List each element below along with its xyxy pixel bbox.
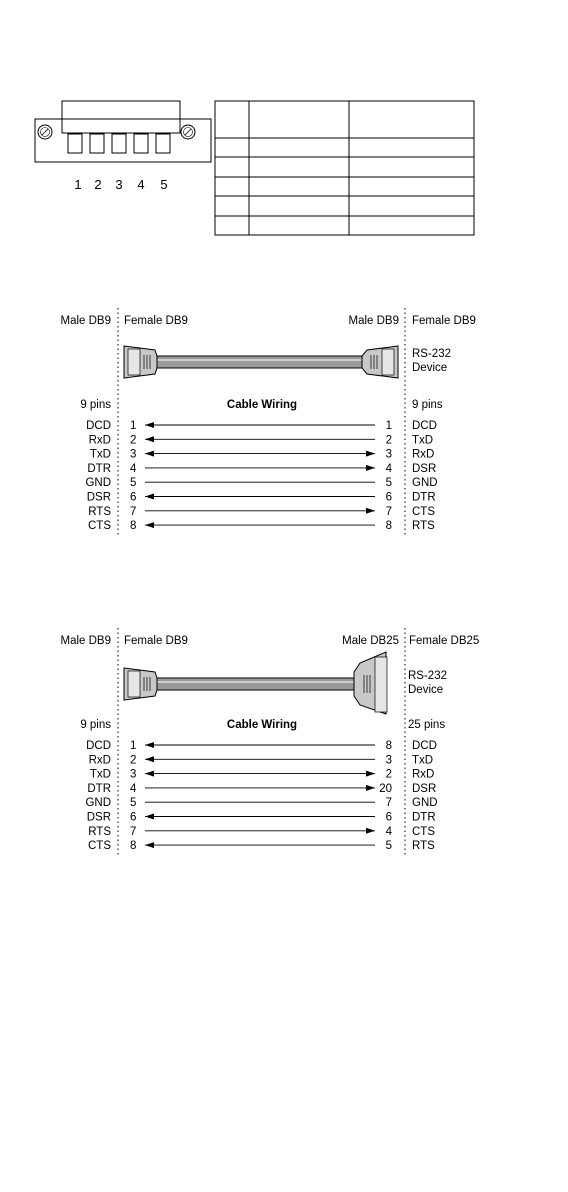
left-pin: 8 bbox=[130, 840, 137, 853]
left-signal: CTS bbox=[88, 520, 111, 533]
left-signal: DSR bbox=[86, 491, 111, 504]
wiring-rows bbox=[85, 740, 437, 852]
right-connector-label: Male DB25 bbox=[342, 635, 399, 647]
device-label-line1: RS-232 bbox=[412, 348, 451, 360]
pin-number: 1 bbox=[74, 177, 82, 192]
right-signal: DSR bbox=[412, 462, 437, 475]
left-signal: DTR bbox=[87, 782, 111, 795]
wiring-row bbox=[86, 740, 437, 752]
left-signal: RxD bbox=[88, 754, 111, 767]
right-pin: 4 bbox=[385, 462, 392, 475]
arrow-head bbox=[145, 814, 154, 820]
screw-right-icon bbox=[181, 125, 195, 139]
right-signal: TxD bbox=[412, 754, 434, 767]
wiring-row bbox=[90, 449, 434, 461]
right-pin: 3 bbox=[385, 754, 392, 767]
right-pin: 8 bbox=[385, 740, 392, 752]
left-mate-label: Female DB9 bbox=[124, 315, 188, 327]
right-signal: CTS bbox=[412, 505, 435, 518]
arrow-head bbox=[366, 828, 375, 834]
left-signal: DCD bbox=[86, 740, 111, 752]
arrow-head bbox=[145, 522, 154, 528]
left-pin: 3 bbox=[130, 448, 137, 461]
right-mate-label: Female DB25 bbox=[409, 635, 480, 647]
left-signal: GND bbox=[85, 477, 111, 490]
right-signal: DCD bbox=[412, 420, 437, 432]
device-label-line1: RS-232 bbox=[408, 670, 447, 682]
right-pin: 3 bbox=[385, 448, 392, 461]
db25-cable-icon bbox=[124, 652, 387, 714]
wiring-row bbox=[88, 840, 435, 852]
wiring-row bbox=[87, 783, 436, 795]
left-pin: 7 bbox=[130, 825, 137, 838]
pin-assignment-table bbox=[215, 101, 474, 235]
wiring-row bbox=[88, 826, 435, 838]
right-signal: GND bbox=[412, 477, 438, 490]
right-signal: RxD bbox=[412, 768, 435, 781]
wiring-row bbox=[89, 434, 433, 446]
arrow-head bbox=[145, 771, 154, 777]
left-pin-count: 9 pins bbox=[80, 399, 111, 411]
wiring-row bbox=[87, 463, 436, 475]
left-pin: 4 bbox=[130, 462, 137, 475]
wiring-row bbox=[87, 492, 436, 504]
left-signal: RxD bbox=[88, 434, 111, 447]
arrow-head bbox=[145, 422, 154, 428]
db9-to-db25-diagram bbox=[61, 628, 480, 855]
left-pin: 1 bbox=[130, 740, 137, 752]
pin-number: 3 bbox=[115, 177, 123, 192]
cable-wiring-title: Cable Wiring bbox=[226, 399, 298, 411]
wiring-row bbox=[85, 477, 437, 489]
left-pin: 5 bbox=[130, 797, 137, 810]
arrow-head bbox=[366, 771, 375, 777]
right-signal: TxD bbox=[412, 434, 434, 447]
right-signal: GND bbox=[412, 797, 438, 810]
left-pin: 1 bbox=[130, 420, 137, 432]
arrow-head bbox=[366, 508, 375, 514]
wiring-row bbox=[90, 769, 434, 781]
left-connector-label: Male DB9 bbox=[60, 315, 111, 327]
left-pin: 2 bbox=[130, 754, 137, 767]
terminal-block-connector bbox=[35, 101, 211, 192]
arrow-head bbox=[145, 742, 154, 748]
left-signal: RTS bbox=[88, 825, 111, 838]
left-signal: DCD bbox=[86, 420, 111, 432]
left-signal: CTS bbox=[88, 840, 111, 853]
device-label-line2: Device bbox=[408, 684, 444, 696]
left-pin: 4 bbox=[130, 782, 137, 795]
left-pin: 8 bbox=[130, 520, 137, 533]
right-signal: RxD bbox=[412, 448, 435, 461]
right-mate-label: Female DB9 bbox=[412, 315, 476, 327]
left-signal: TxD bbox=[89, 768, 111, 781]
right-pin: 20 bbox=[379, 782, 392, 795]
pin-number: 4 bbox=[137, 177, 145, 192]
wiring-row bbox=[89, 754, 433, 766]
right-signal: DTR bbox=[412, 811, 436, 824]
arrow-head bbox=[366, 451, 375, 457]
arrow-head bbox=[366, 785, 375, 791]
right-pin: 6 bbox=[385, 491, 392, 504]
terminal-pin-sockets bbox=[68, 134, 170, 153]
right-pin: 8 bbox=[385, 520, 392, 533]
arrow-head bbox=[145, 756, 154, 762]
wiring-row bbox=[85, 797, 437, 809]
left-signal: TxD bbox=[89, 448, 111, 461]
right-pin: 5 bbox=[385, 477, 392, 490]
right-pin: 1 bbox=[385, 420, 392, 432]
left-signal: RTS bbox=[88, 505, 111, 518]
arrow-head bbox=[145, 451, 154, 457]
arrow-head bbox=[366, 465, 375, 471]
db9-to-db9-diagram bbox=[61, 308, 476, 535]
right-signal: RTS bbox=[412, 520, 435, 533]
right-connector-label: Male DB9 bbox=[348, 315, 399, 327]
cable-wiring-title: Cable Wiring bbox=[226, 719, 298, 731]
right-pin: 6 bbox=[385, 811, 392, 824]
wiring-row bbox=[88, 506, 435, 518]
left-signal: GND bbox=[85, 797, 111, 810]
left-signal: DSR bbox=[86, 811, 111, 824]
left-pin: 7 bbox=[130, 505, 137, 518]
right-pin: 7 bbox=[385, 797, 392, 810]
right-pin-count: 25 pins bbox=[408, 719, 446, 731]
left-signal: DTR bbox=[87, 462, 111, 475]
arrow-head bbox=[145, 494, 154, 500]
wiring-rows bbox=[85, 420, 437, 532]
right-pin: 5 bbox=[385, 840, 392, 853]
left-connector-label: Male DB9 bbox=[60, 635, 111, 647]
left-pin: 6 bbox=[130, 811, 137, 824]
right-pin: 4 bbox=[385, 825, 392, 838]
left-pin: 2 bbox=[130, 434, 137, 447]
wiring-row bbox=[86, 420, 437, 432]
arrow-head bbox=[145, 436, 154, 442]
pin-number: 2 bbox=[94, 177, 102, 192]
right-signal: CTS bbox=[412, 825, 435, 838]
right-pin: 7 bbox=[385, 505, 392, 518]
screw-left-icon bbox=[38, 125, 52, 139]
device-label-line2: Device bbox=[412, 362, 448, 374]
wiring-row bbox=[87, 812, 436, 824]
right-signal: DSR bbox=[412, 782, 437, 795]
db9-cable-icon bbox=[124, 346, 398, 378]
right-pin-count: 9 pins bbox=[412, 399, 443, 411]
right-signal: DCD bbox=[412, 740, 437, 752]
left-pin: 6 bbox=[130, 491, 137, 504]
left-pin: 5 bbox=[130, 477, 137, 490]
pin-number: 5 bbox=[160, 177, 168, 192]
right-pin: 2 bbox=[385, 768, 392, 781]
right-pin: 2 bbox=[385, 434, 392, 447]
right-signal: RTS bbox=[412, 840, 435, 853]
left-pin: 3 bbox=[130, 768, 137, 781]
left-mate-label: Female DB9 bbox=[124, 635, 188, 647]
wiring-row bbox=[88, 520, 435, 532]
arrow-head bbox=[145, 842, 154, 848]
left-pin-count: 9 pins bbox=[80, 719, 111, 731]
right-signal: DTR bbox=[412, 491, 436, 504]
terminal-pin-numbers bbox=[74, 177, 167, 192]
